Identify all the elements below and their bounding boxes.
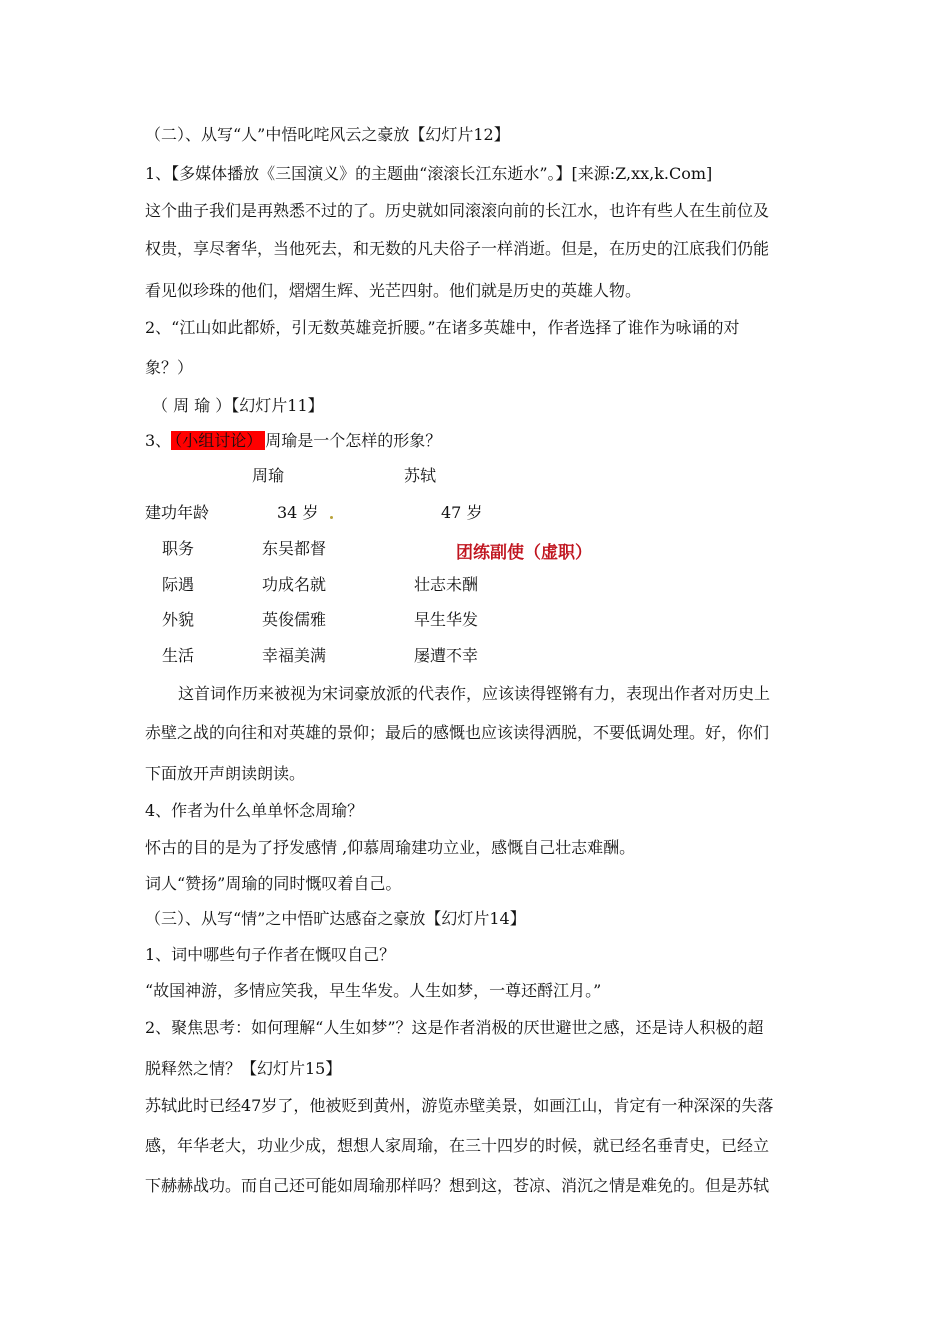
- table-header-sushi: 苏轼: [404, 466, 437, 485]
- paragraph-one-line-1: 这个曲子我们是再熟悉不过的了。历史就如同滚滚向前的长江水，也许有些人在生前位及: [145, 201, 770, 220]
- row-label: 外貌: [162, 610, 195, 629]
- row-sushi-value: 早生华发: [414, 610, 479, 629]
- stray-dot-mark: [330, 516, 333, 519]
- question-three: [145, 431, 441, 451]
- paragraph-two-line-2: 赤壁之战的向往和对英雄的景仰；最后的感慨也应该读得洒脱，不要低调处理。好，你们: [145, 723, 770, 742]
- paragraph-three-line-3: 下赫赫战功。而自己还可能如周瑜那样吗？想到这，苍凉、消沉之情是难免的。但是苏轼: [145, 1176, 770, 1195]
- paragraph-three-line-2: 感，年华老大，功业少成，想想人家周瑜，在三十四岁的时候，就已经名垂青史，已经立: [145, 1136, 770, 1155]
- row-label: 职务: [162, 539, 195, 558]
- paragraph-one-line-2: 权贵，享尽奢华，当他死去，和无数的凡夫俗子一样消逝。但是，在历史的江底我们仍能: [145, 239, 770, 258]
- question-three-text: 周瑜是一个怎样的形象？: [265, 431, 442, 450]
- row-sushi-value-emphasis: 团练副使（虚职）: [456, 543, 592, 563]
- group-discussion-highlight: （小组讨论）: [171, 431, 265, 450]
- question-two-line-1: 2、“江山如此都娇，引无数英雄竞折腰。”在诸多英雄中，作者选择了谁作为咏诵的对: [145, 318, 740, 337]
- answer-four-line-2: 词人“赞扬”周瑜的同时慨叹着自己。: [145, 874, 402, 893]
- row-label: 建功年龄: [145, 503, 210, 522]
- section-three-heading: （三）、从写“情”之中悟旷达感奋之豪放【幻灯片14】: [145, 909, 526, 928]
- section-three-answer-one: “故国神游，多情应笑我，早生华发。人生如梦，一尊还酹江月。”: [145, 981, 602, 1000]
- paragraph-two-line-1: 这首词作历来被视为宋词豪放派的代表作，应该读得铿锵有力，表现出作者对历史上: [178, 684, 771, 703]
- section-three-question-two-line-2: 脱释然之情？【幻灯片15】: [145, 1059, 342, 1078]
- row-label: 生活: [162, 646, 195, 665]
- row-sushi-value: 屡遭不幸: [414, 646, 479, 665]
- row-sushi-value: 47 岁: [441, 503, 483, 522]
- answer-zhouyu: （ 周 瑜 ）【幻灯片11】: [152, 396, 324, 415]
- question-two-line-2: 象？）: [145, 358, 194, 377]
- question-four: 4、作者为什么单单怀念周瑜？: [145, 801, 364, 820]
- row-zhouyu-value: 幸福美满: [262, 646, 327, 665]
- question-one: 1、【多媒体播放《三国演义》的主题曲“滚滚长江东逝水”。】[来源:Z,xx,k.Com]: [145, 164, 713, 183]
- paragraph-two-line-3: 下面放开声朗读朗读。: [145, 764, 306, 783]
- row-zhouyu-value: 功成名就: [262, 575, 327, 594]
- row-sushi-value: 壮志未酬: [414, 575, 479, 594]
- section-three-question-one: 1、词中哪些句子作者在慨叹自己？: [145, 945, 396, 964]
- row-zhouyu-value: 东吴都督: [262, 539, 327, 558]
- paragraph-three-line-1: 苏轼此时已经47岁了，他被贬到黄州，游览赤壁美景，如画江山，肯定有一种深深的失落: [145, 1096, 774, 1115]
- table-header-zhouyu: 周瑜: [252, 466, 285, 485]
- row-zhouyu-value: 34 岁: [277, 503, 319, 522]
- row-label: 际遇: [162, 575, 195, 594]
- paragraph-one-line-3: 看见似珍珠的他们，熠熠生辉、光芒四射。他们就是历史的英雄人物。: [145, 281, 642, 300]
- row-zhouyu-value: 英俊儒雅: [262, 610, 327, 629]
- section-three-question-two-line-1: 2、聚焦思考：如何理解“人生如梦”？这是作者消极的厌世避世之感，还是诗人积极的超: [145, 1018, 764, 1037]
- answer-four-line-1: 怀古的目的是为了抒发感情 ,仰慕周瑜建功立业，感慨自己壮志难酬。: [145, 838, 636, 857]
- section-two-heading: （二）、从写“人”中悟叱咤风云之豪放【幻灯片12】: [145, 125, 510, 144]
- question-three-number: 3、: [145, 431, 172, 450]
